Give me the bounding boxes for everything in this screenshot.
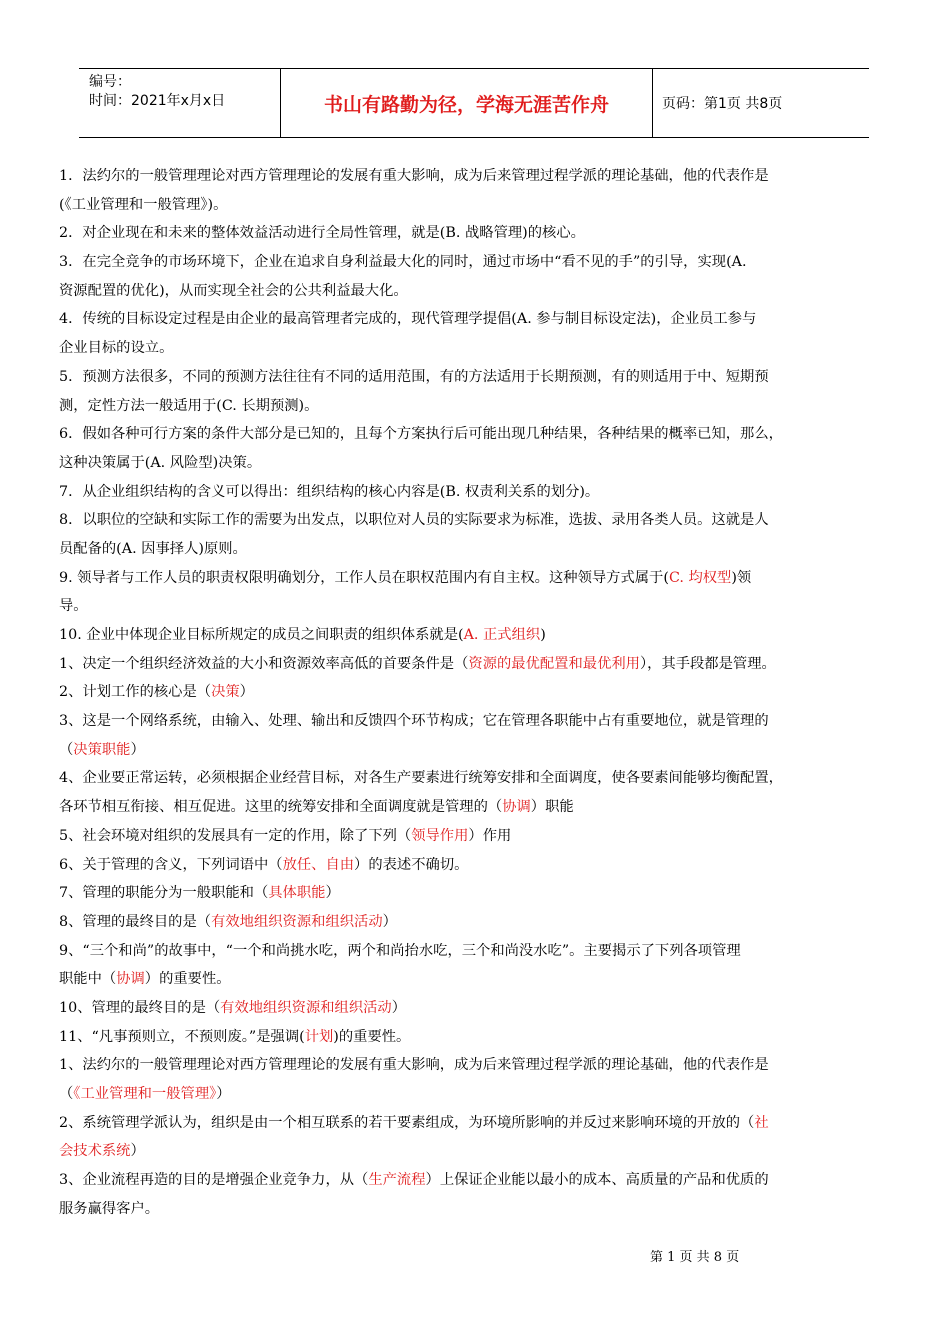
text-segment: ）职能 xyxy=(530,799,574,816)
text-line xyxy=(59,478,899,507)
text-segment: ）的表述不确切。 xyxy=(354,856,469,873)
text-segment: (《工业管理和一般管理》)。 xyxy=(59,196,228,213)
text-line xyxy=(59,219,899,248)
text-line xyxy=(59,1051,899,1080)
text-segment: 11、“凡事预则立，不预则废。”是强调( xyxy=(59,1028,305,1045)
text-line xyxy=(59,908,899,937)
header-page-label: 页码：第1页 共8页 xyxy=(662,96,783,112)
text-line xyxy=(59,334,899,363)
text-segment: 3、企业流程再造的目的是增强企业竞争力，从（ xyxy=(59,1172,369,1189)
text-line xyxy=(59,363,899,392)
text-line xyxy=(59,506,899,535)
text-segment: ）作用 xyxy=(468,827,512,844)
text-line xyxy=(59,564,899,593)
answer-highlight: C. 均权型 xyxy=(668,569,732,586)
text-line xyxy=(59,650,899,679)
text-segment: （ xyxy=(59,741,74,758)
text-segment: 1、法约尔的一般管理理论对西方管理理论的发展有重大影响，成为后来管理过程学派的理论基础，他的代表作是 xyxy=(59,1057,769,1074)
text-line xyxy=(59,592,899,621)
text-segment: 9、“三个和尚”的故事中，“一个和尚挑水吃，两个和尚抬水吃，三个和尚没水吃”。主要揭示了下列各项管理 xyxy=(59,942,741,959)
answer-highlight: 决策职能 xyxy=(73,741,131,758)
text-segment: 员配备的(A. 因事择人)原则。 xyxy=(59,540,247,557)
text-line xyxy=(59,707,899,736)
text-segment: 8、管理的最终目的是（ xyxy=(59,913,212,930)
text-line xyxy=(59,162,899,191)
text-segment: 4、企业要正常运转，必须根据企业经营目标，对各生产要素进行统筹安排和全面调度，使各要素间能够均衡配置， xyxy=(59,770,783,787)
document-body xyxy=(59,162,899,1223)
text-line xyxy=(59,420,899,449)
text-segment: 这种决策属于(A. 风险型)决策。 xyxy=(59,454,262,471)
text-segment: 6、关于管理的含义，下列词语中（ xyxy=(59,856,283,873)
text-segment: ） xyxy=(239,684,254,701)
text-line xyxy=(59,392,899,421)
text-segment: 资源配置的优化)，从而实现全社会的公共利益最大化。 xyxy=(59,282,408,299)
text-segment: ）的重要性。 xyxy=(144,971,231,988)
text-segment: ) xyxy=(540,627,546,643)
text-line xyxy=(59,1137,899,1166)
time-label: 时间：2021年x月x日 xyxy=(89,93,226,109)
text-segment: )领 xyxy=(731,569,752,586)
text-segment: ），其手段都是管理。 xyxy=(639,655,776,672)
text-segment: 5．预测方法很多，不同的预测方法往往有不同的适用范围，有的方法适用于长期预测，有的则适用于中、短期预 xyxy=(59,368,769,385)
text-segment: 6．假如各种可行方案的条件大部分是已知的，且每个方案执行后可能出现几种结果，各种结果的概率已知，那么， xyxy=(59,426,783,443)
text-line xyxy=(59,449,899,478)
answer-highlight: 协调 xyxy=(502,799,531,816)
text-segment: 2．对企业现在和未来的整体效益活动进行全局性管理，就是(B. 战略管理)的核心。 xyxy=(59,225,585,242)
text-segment: ） xyxy=(216,1086,231,1102)
text-segment: 职能中（ xyxy=(59,971,117,988)
text-segment: 服务赢得客户。 xyxy=(59,1200,160,1217)
answer-highlight: 决策 xyxy=(211,684,240,701)
answer-highlight: 有效地组织资源和组织活动 xyxy=(220,999,392,1016)
text-segment: ） xyxy=(391,999,407,1016)
text-segment: 各环节相互衔接、相互促进。这里的统筹安排和全面调度就是管理的（ xyxy=(59,799,503,816)
text-segment: 3．在完全竞争的市场环境下，企业在追求自身利益最大化的同时，通过市场中“看不见的手”的引导，实现(A. xyxy=(59,254,747,271)
text-line xyxy=(59,736,899,765)
text-segment: 企业目标的设立。 xyxy=(59,340,174,357)
text-segment: （ xyxy=(59,1086,74,1102)
text-line xyxy=(59,1166,899,1195)
text-line xyxy=(59,1195,899,1224)
text-line xyxy=(59,994,899,1023)
text-segment: 导。 xyxy=(59,598,88,615)
text-segment: ） xyxy=(382,913,397,930)
text-line xyxy=(59,305,899,334)
text-line xyxy=(59,621,899,650)
text-segment: 1．法约尔的一般管理理论对西方管理理论的发展有重大影响，成为后来管理过程学派的理论基础，他的代表作是 xyxy=(59,168,769,184)
text-line xyxy=(59,1109,899,1138)
answer-highlight: 领导作用 xyxy=(411,827,469,844)
text-segment: 2、计划工作的核心是（ xyxy=(59,684,212,701)
answer-highlight: 资源的最优配置和最优利用 xyxy=(468,655,640,672)
text-line xyxy=(59,535,899,564)
answer-highlight: 社 xyxy=(754,1114,769,1131)
document-header xyxy=(79,68,869,138)
answer-highlight: 生产流程 xyxy=(368,1172,426,1189)
text-line xyxy=(59,248,899,277)
text-segment: 2、系统管理学派认为，组织是由一个相互联系的若干要素组成，为环境所影响的并反过来影响环境的开放的（ xyxy=(59,1114,755,1131)
text-segment: 5、社会环境对组织的发展具有一定的作用，除了下列（ xyxy=(59,827,412,844)
text-segment: 7、管理的职能分为一般职能和（ xyxy=(59,885,269,902)
text-line xyxy=(59,851,899,880)
text-segment: 10、管理的最终目的是（ xyxy=(59,999,221,1016)
answer-highlight: A. 正式组织 xyxy=(463,627,541,643)
text-line xyxy=(59,678,899,707)
text-line xyxy=(59,1023,899,1052)
text-segment: 4．传统的目标设定过程是由企业的最高管理者完成的，现代管理学提倡(A. 参与制目标设定法)，企业员工参与 xyxy=(59,311,757,328)
header-motto: 书山有路勤为径，学海无涯苦作舟 xyxy=(281,69,653,137)
text-segment: 10. 企业中体现企业目标所规定的成员之间职责的组织体系就是( xyxy=(59,627,464,643)
text-line xyxy=(59,822,899,851)
text-line xyxy=(59,764,899,793)
text-line xyxy=(59,1080,899,1109)
answer-highlight: 有效地组织资源和组织活动 xyxy=(211,913,383,930)
text-segment: 1、决定一个组织经济效益的大小和资源效率高低的首要条件是（ xyxy=(59,655,469,672)
answer-highlight: 《工业管理和一般管理》 xyxy=(73,1086,217,1102)
answer-highlight: 协调 xyxy=(116,971,145,988)
header-meta xyxy=(79,69,281,137)
text-line xyxy=(59,937,899,966)
text-line xyxy=(59,793,899,822)
text-segment: ） xyxy=(325,885,340,902)
text-segment: ） xyxy=(130,741,145,758)
page-footer: 第 1 页 共 8 页 xyxy=(650,1250,740,1265)
number-label: 编号： xyxy=(89,74,131,90)
text-line xyxy=(59,191,899,220)
text-segment: )的重要性。 xyxy=(333,1028,411,1045)
text-segment: 7．从企业组织结构的含义可以得出：组织结构的核心内容是(B. 权责利关系的划分)。 xyxy=(59,483,600,500)
text-line xyxy=(59,965,899,994)
text-segment: 测，定性方法一般适用于(C. 长期预测)。 xyxy=(59,397,319,414)
text-segment: ） xyxy=(130,1143,145,1160)
text-segment: 9. 领导者与工作人员的职责权限明确划分，工作人员在职权范围内有自主权。这种领导方式属于( xyxy=(59,569,669,586)
text-segment: ）上保证企业能以最小的成本、高质量的产品和优质的 xyxy=(425,1172,769,1189)
answer-highlight: 放任、自由 xyxy=(282,856,355,873)
text-line xyxy=(59,277,899,306)
text-segment: 3、这是一个网络系统，由输入、处理、输出和反馈四个环节构成；它在管理各职能中占有重要地位，就是管理的 xyxy=(59,713,769,730)
text-segment: 8．以职位的空缺和实际工作的需要为出发点，以职位对人员的实际要求为标准，选拔、录用各类人员。这就是人 xyxy=(59,512,769,529)
answer-highlight: 计划 xyxy=(304,1028,334,1045)
text-line xyxy=(59,879,899,908)
answer-highlight: 会技术系统 xyxy=(59,1143,131,1160)
answer-highlight: 具体职能 xyxy=(268,885,326,902)
